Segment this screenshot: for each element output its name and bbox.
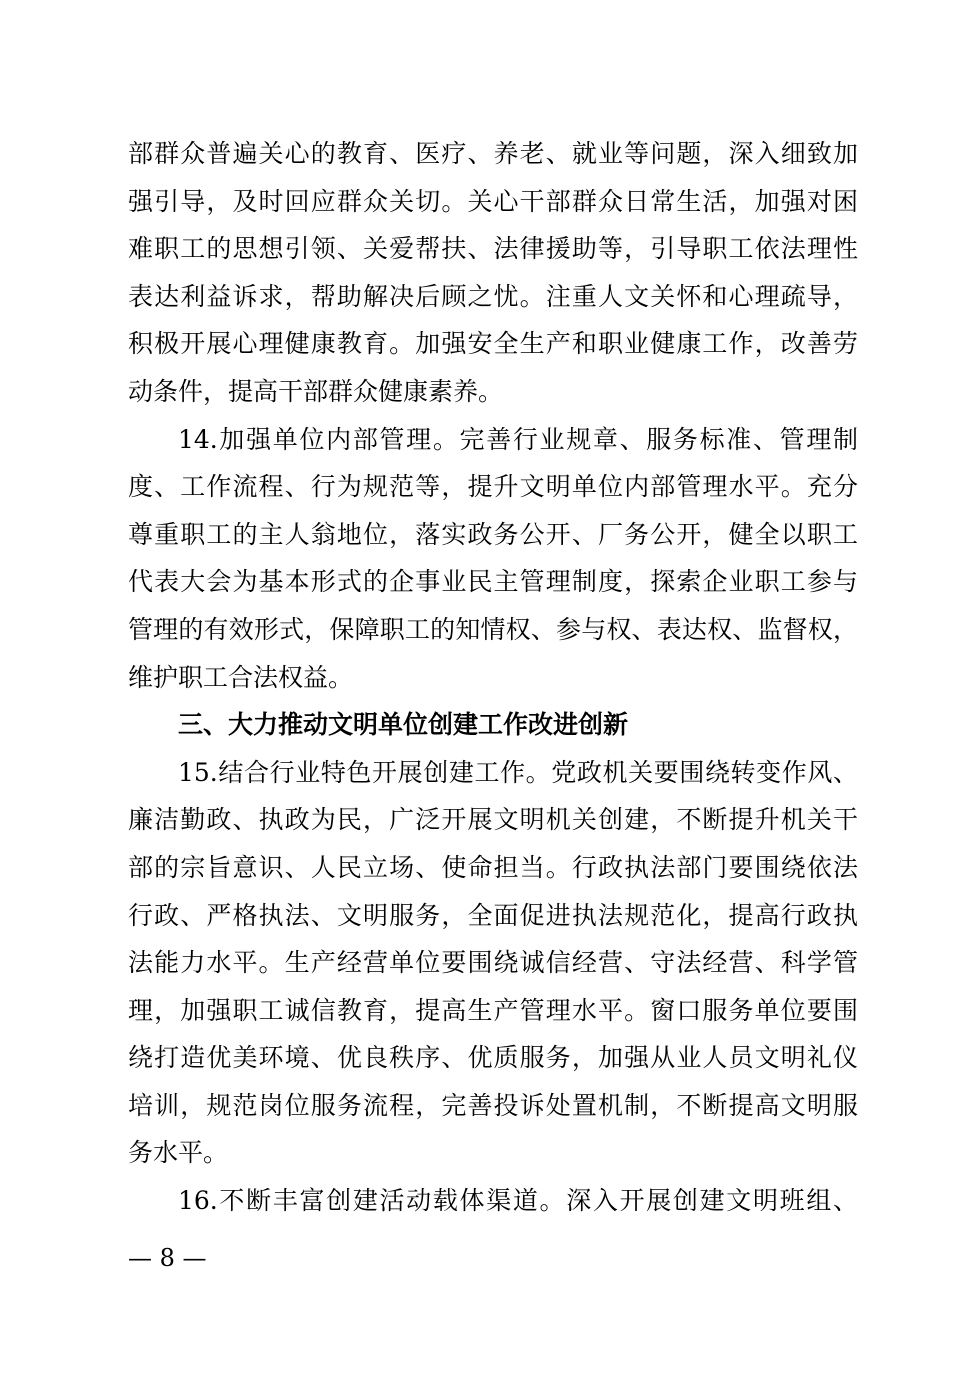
text-line: 廉洁勤政、执政为民，广泛开展文明机关创建，不断提升机关干 <box>128 805 858 835</box>
text-line: 管理的有效形式，保障职工的知情权、参与权、表达权、监督权， <box>128 614 858 644</box>
text-line: 务水平。 <box>128 1138 229 1168</box>
text-line: 绕打造优美环境、优良秩序、优质服务，加强从业人员文明礼仪 <box>128 1043 858 1073</box>
page-number: — 8 — <box>128 1244 207 1272</box>
text-line: 行政、严格执法、文明服务，全面促进执法规范化，提高行政执 <box>128 900 858 930</box>
section-15-first-line: 15.结合行业特色开展创建工作。党政机关要围绕转变作风、 <box>178 757 858 787</box>
document-body <box>128 130 858 1225</box>
section-16-first-line: 16.不断丰富创建活动载体渠道。深入开展创建文明班组、 <box>178 1186 858 1216</box>
text-line: 度、工作流程、行为规范等，提升文明单位内部管理水平。充分 <box>128 472 858 502</box>
text-line: 积极开展心理健康教育。加强安全生产和职业健康工作，改善劳 <box>128 329 858 359</box>
text-line: 表达利益诉求，帮助解决后顾之忧。注重人文关怀和心理疏导， <box>128 281 858 311</box>
section-heading: 三、大力推动文明单位创建工作改进创新 <box>178 710 629 740</box>
text-line: 强引导，及时回应群众关切。关心干部群众日常生活，加强对困 <box>128 186 858 216</box>
text-line: 难职工的思想引领、关爱帮扶、法律援助等，引导职工依法理性 <box>128 234 858 264</box>
text-line: 维护职工合法权益。 <box>128 662 354 692</box>
text-line: 部群众普遍关心的教育、医疗、养老、就业等问题，深入细致加 <box>128 139 858 168</box>
text-line: 代表大会为基本形式的企事业民主管理制度，探索企业职工参与 <box>128 567 858 597</box>
text-line: 培训，规范岗位服务流程，完善投诉处置机制，不断提高文明服 <box>128 1090 858 1120</box>
text-line: 尊重职工的主人翁地位，落实政务公开、厂务公开，健全以职工 <box>128 519 858 549</box>
text-line: 法能力水平。生产经营单位要围绕诚信经营、守法经营、科学管 <box>128 948 858 978</box>
text-line: 理，加强职工诚信教育，提高生产管理水平。窗口服务单位要围 <box>128 995 858 1025</box>
section-14-first-line: 14.加强单位内部管理。完善行业规章、服务标准、管理制 <box>178 424 858 454</box>
text-line: 部的宗旨意识、人民立场、使命担当。行政执法部门要围绕依法 <box>128 852 858 882</box>
text-line: 动条件，提高干部群众健康素养。 <box>128 376 504 406</box>
